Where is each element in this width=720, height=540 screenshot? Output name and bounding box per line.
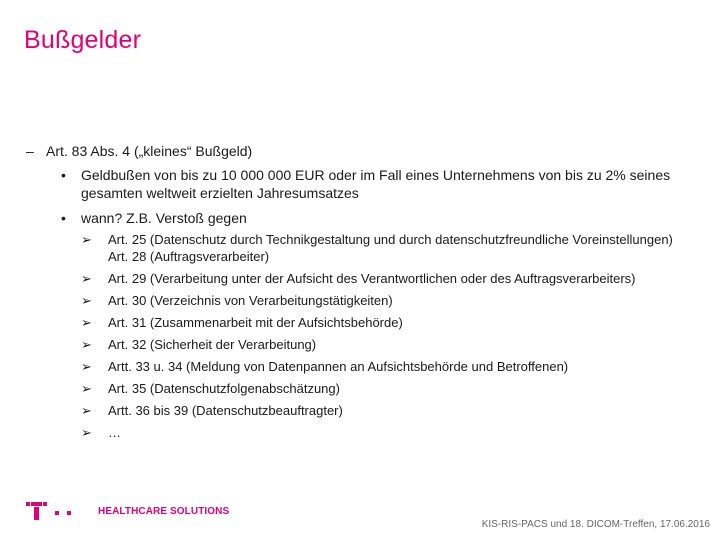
slide-content [26,142,686,446]
arrow-bullet-icon: ➢ [81,271,92,286]
bullet-dot-marker: • [61,210,66,226]
bullet-dot-marker: • [61,167,66,183]
article-text: Art. 31 (Zusammenarbeit mit der Aufsichtsbehörde) [108,315,403,330]
telekom-t-logo-icon [26,500,82,522]
article-list [81,231,686,441]
arrow-bullet-icon: ➢ [81,232,92,247]
article-item [81,424,686,441]
article-item [81,402,686,419]
arrow-bullet-icon: ➢ [81,337,92,352]
footer-brand: HEALTHCARE SOLUTIONS [98,506,230,517]
article-text: Art. 32 (Sicherheit der Verarbeitung) [108,337,317,352]
arrow-bullet-icon: ➢ [81,381,92,396]
article-text: Artt. 33 u. 34 (Meldung von Datenpannen an Aufsichtsbehörde und Betroffenen) [108,359,569,374]
article-item [81,380,686,397]
article-item [81,358,686,375]
arrow-bullet-icon: ➢ [81,403,92,418]
dash-marker: – [26,143,34,159]
article-item [81,270,686,287]
article-text: … [108,425,121,440]
arrow-bullet-icon: ➢ [81,293,92,308]
arrow-bullet-icon: ➢ [81,425,92,440]
article-item [81,314,686,331]
slide-title: Bußgelder [24,26,142,54]
article-item [81,292,686,309]
bullet-level1-text: Art. 83 Abs. 4 („kleines“ Bußgeld) [46,143,253,159]
bullet-level2 [58,166,686,202]
article-text: Art. 25 (Datenschutz durch Technikgestaltung und durch datenschutzfreundliche Voreinstellungen) Art. 28 (Auftragsverarbeiter) [108,232,673,264]
bullet-level2 [58,209,686,227]
bullet-level2-text: wann? Z.B. Verstoß gegen [81,210,247,226]
article-text: Art. 35 (Datenschutzfolgenabschätzung) [108,381,340,396]
article-item [81,336,686,353]
arrow-bullet-icon: ➢ [81,315,92,330]
article-text: Art. 30 (Verzeichnis von Verarbeitungstätigkeiten) [108,293,393,308]
article-text: Art. 29 (Verarbeitung unter der Aufsicht des Verantwortlichen oder des Auftragsverarbeiters) [108,271,636,286]
bullet-level1 [26,142,686,160]
article-item [81,231,686,265]
arrow-bullet-icon: ➢ [81,359,92,374]
bullet-level2-text: Geldbußen von bis zu 10 000 000 EUR oder im Fall eines Unternehmens von bis zu 2% seines gesamten weltweit erzielten Jahresumsatzes [81,167,671,201]
article-text: Artt. 36 bis 39 (Datenschutzbeauftragter) [108,403,343,418]
footer-note: KIS-RIS-PACS und 18. DICOM-Treffen, 17.06.2016 [481,519,710,530]
